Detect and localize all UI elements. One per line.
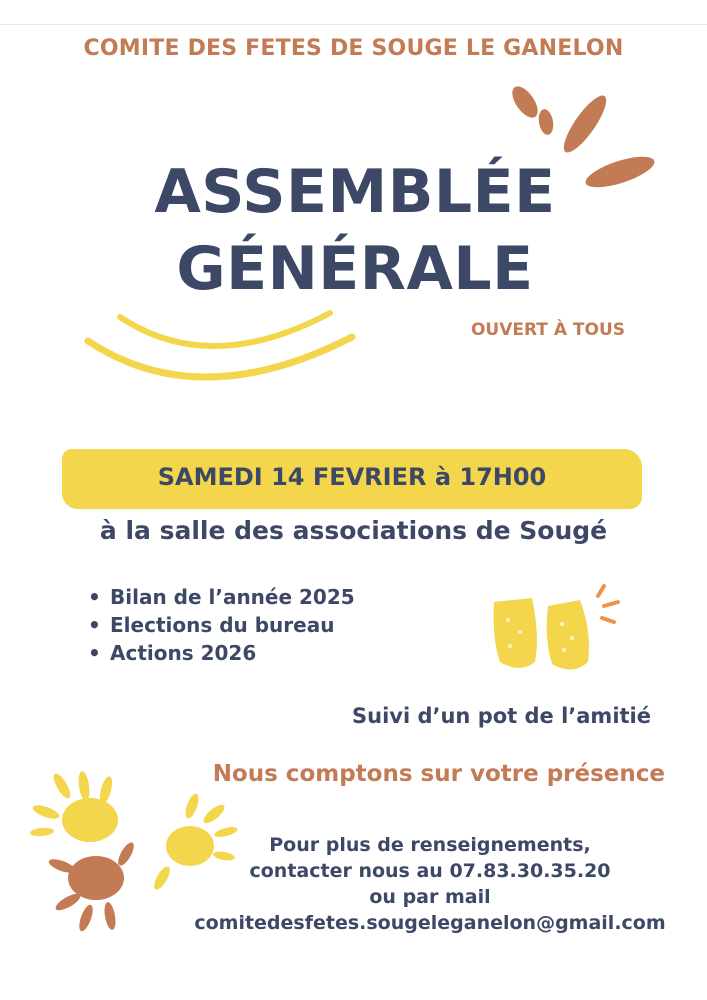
agenda-item: • Bilan de l’année 2025 [88, 583, 355, 611]
top-divider [0, 24, 707, 25]
call-to-action: Nous comptons sur votre présence [212, 761, 665, 787]
agenda-item: • Elections du bureau [88, 611, 355, 639]
event-date-time: SAMEDI 14 FEVRIER à 17H00 [157, 463, 547, 491]
title-line-1: ASSEMBLÉE [154, 157, 556, 227]
date-banner [62, 449, 642, 509]
toast-glasses-icon [480, 580, 630, 680]
contact-intro: Pour plus de renseignements, [269, 834, 591, 856]
contact-mail-label: ou par mail [369, 886, 491, 908]
open-to-all-label: OUVERT À TOUS [470, 320, 625, 340]
event-venue: à la salle des associations de Sougé [99, 516, 608, 545]
yellow-swoosh-icon [80, 305, 370, 405]
followup-text: Suivi d’un pot de l’amitié [352, 704, 651, 728]
title-line-2: GÉNÉRALE [176, 234, 534, 304]
contact-phone: contacter nous au 07.83.30.35.20 [249, 860, 611, 882]
agenda-item: • Actions 2026 [88, 639, 355, 667]
contact-email: comitedesfetes.sougeleganelon@gmail.com [194, 912, 666, 934]
organization-name: COMITE DES FETES DE SOUGE LE GANELON [83, 36, 624, 61]
agenda-list [88, 583, 355, 667]
contact-block [180, 832, 680, 936]
